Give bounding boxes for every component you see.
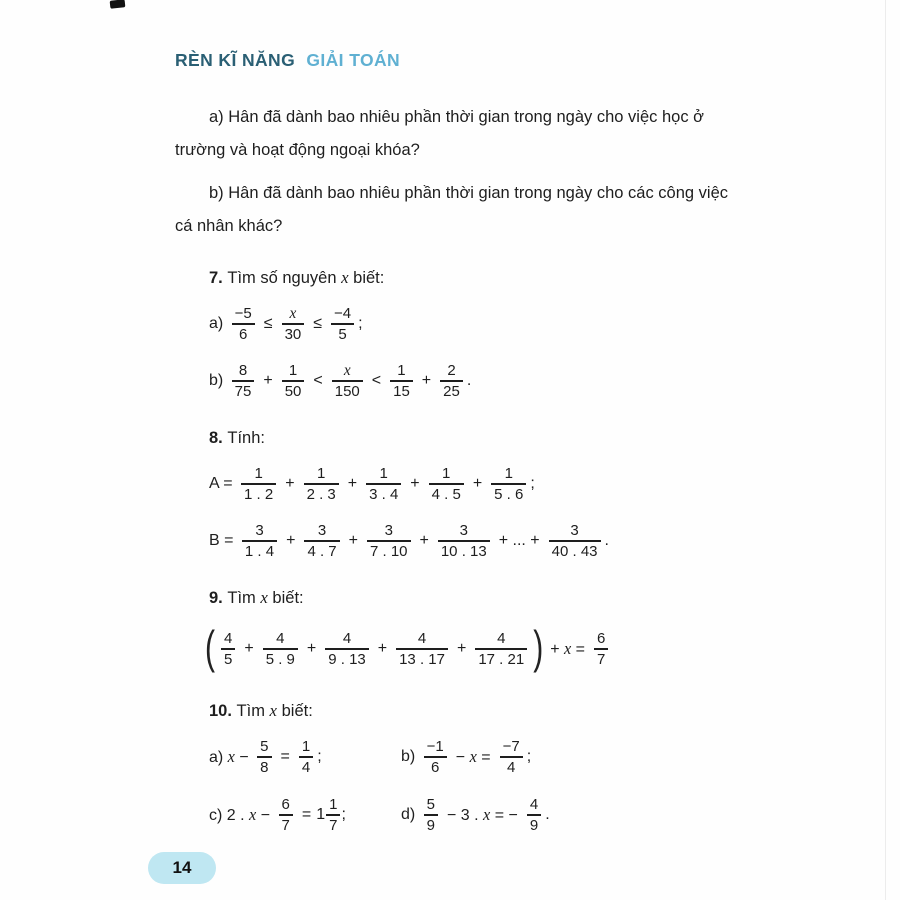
problem-9-title: 9. Tìm x biết: — [209, 588, 304, 607]
problem-8-title: 8. Tính: — [209, 429, 265, 447]
problem-7-part-b: b) $\frac{8}{75}$ + $\frac{1}{50}$ < $\frac{x}{150}$ < $\frac{1}{15}$ + $\frac{2}{25}$ . — [209, 362, 472, 400]
problem-10-part-c: c) 2 . x − $\frac{6}{7}$ = 1 $\frac{1}{7}$ ; — [209, 796, 346, 834]
page-number-badge — [148, 852, 216, 884]
corner-mark — [110, 0, 126, 9]
paragraph-question-b: b) Hân đã dành bao nhiêu phần thời gian trong ngày cho các công việc cá nhân khác? — [175, 184, 729, 235]
problem-7-part-a: a) $\frac{-5}{6}$ ≤ $\frac{x}{30}$ ≤ $\frac{-4}{5}$ ; — [209, 305, 363, 343]
scan-edge-line — [885, 0, 886, 900]
problem-10-title: 10. Tìm x biết: — [209, 701, 313, 720]
section-heading-main: RÈN KĨ NĂNG — [175, 50, 296, 70]
problem-10-row-ab — [175, 734, 740, 780]
problem-10-part-a: a) x − $\frac{5}{8}$ = $\frac{1}{4}$ ; — [209, 738, 322, 776]
section-heading-sub: GIẢI TOÁN — [306, 50, 401, 70]
paragraph-question-a: a) Hân đã dành bao nhiêu phần thời gian trong ngày cho việc học ở trường và hoạt động ngoại khóa? — [175, 108, 704, 159]
section-heading — [175, 50, 740, 71]
problem-8-expression-B: B = $\frac{3}{1 . 4}$ + $\frac{3}{4 . 7}$ + $\frac{3}{7 . 10}$ + $\frac{3}{10 . 13}$ + ... + $\frac{3}{40 . 43}$ . — [209, 522, 609, 560]
problem-10-row-cd — [175, 792, 740, 838]
problem-10-part-d: d) $\frac{5}{9}$ − 3 . x = − $\frac{4}{9}$ . — [401, 796, 550, 834]
problem-10-part-b: b) $\frac{-1}{6}$ − x = $\frac{-7}{4}$ ; — [401, 738, 532, 776]
problem-9-equation: ( $\frac{4}{5}$ + $\frac{4}{5 . 9}$ + $\frac{4}{9 . 13}$ + $\frac{4}{13 . 17}$ + $\frac{4}{17 . 21}$ ) + x = $\frac{6}{7}$ — [175, 622, 740, 676]
page-number: 14 — [172, 858, 192, 877]
problem-8-expression-A: A = $\frac{1}{1 . 2}$ + $\frac{1}{2 . 3}$ + $\frac{1}{3 . 4}$ + $\frac{1}{4 . 5}$ + $\frac{1}{5 . 6}$ ; — [209, 465, 535, 503]
problem-7-title: 7. Tìm số nguyên x biết: — [209, 268, 385, 287]
page-content — [175, 50, 740, 838]
